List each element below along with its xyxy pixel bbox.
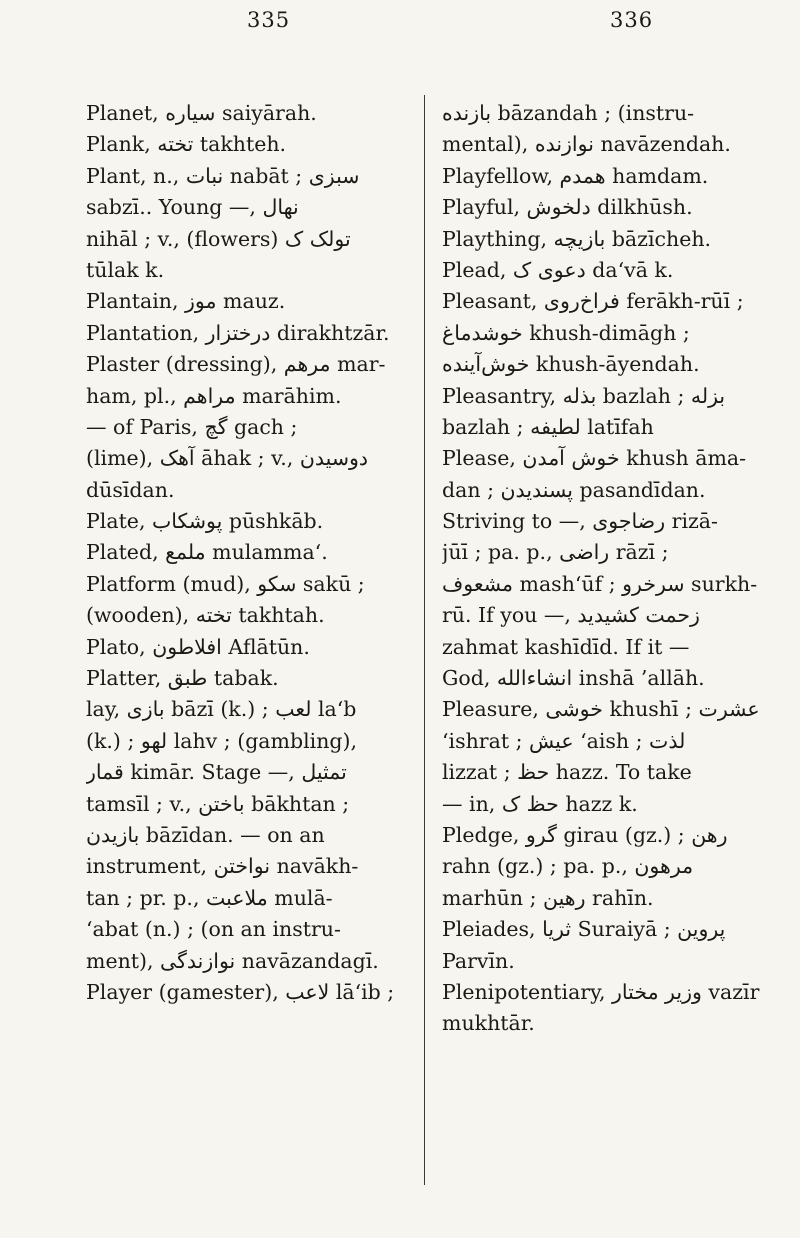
dictionary-line: sabzī.. Young —, نهال — [86, 195, 299, 220]
dictionary-line: Plantain, موز mauz. — [86, 289, 286, 314]
dictionary-line: بازیدن bāzīdan. — on an — [86, 822, 325, 847]
dictionary-line: Pledge, گرو girau (gz.) ; رهن — [442, 822, 728, 847]
dictionary-line: instrument, نواختن navākh- — [86, 854, 359, 879]
dictionary-line: Platter, طبق tabak. — [86, 666, 279, 691]
dictionary-line: (lime), آهک āhak ; v., دوسیدن — [86, 446, 369, 471]
page-number-left: 335 — [247, 8, 291, 32]
dictionary-line: Striving to —, رضاجوی rizā- — [442, 509, 718, 534]
dictionary-line: rahn (gz.) ; pa. p., مرهون — [442, 854, 694, 879]
dictionary-line: mental), نوازنده navāzendah. — [442, 132, 731, 157]
dictionary-line: ment), نوازندگی navāzandagī. — [86, 948, 379, 973]
dictionary-line: (wooden), تخته takhtah. — [86, 603, 325, 628]
dictionary-line: marhūn ; رهین rahīn. — [442, 885, 654, 910]
dictionary-line: bazlah ; لطیفه latīfah — [442, 414, 654, 439]
dictionary-line: Planet, سیاره saiyārah. — [86, 101, 317, 125]
dictionary-line: jūī ; pa. p., راضی rāzī ; — [442, 540, 669, 565]
dictionary-line: Pleiades, ثریا Suraiyā ; پروین — [442, 917, 726, 942]
dictionary-line: — of Paris, گچ gach ; — [86, 414, 298, 439]
dictionary-line: lizzat ; حظ hazz. To take — [442, 760, 692, 785]
dictionary-line: Plated, ملمع mulamma‘. — [86, 540, 328, 565]
dictionary-line: ham, pl., مراهم marāhim. — [86, 383, 342, 408]
dictionary-line: خوش‌آینده khush-āyendah. — [442, 352, 700, 377]
left-column — [86, 98, 421, 1008]
column-divider — [424, 95, 425, 1185]
dictionary-line: dūsīdan. — [86, 477, 175, 502]
dictionary-line: Pleasantry, بذله bazlah ; بزله — [442, 383, 726, 408]
dictionary-line: ‘ishrat ; عیش ‘aish ; لذت — [442, 728, 686, 753]
dictionary-line: tan ; pr. p., ملاعبت mulā- — [86, 885, 333, 910]
dictionary-line: Plate, پوشکاب pūshkāb. — [86, 509, 324, 534]
dictionary-line: mukhtār. — [442, 1011, 535, 1036]
dictionary-line: قمار kimār. Stage —, تمثیل — [86, 760, 347, 785]
dictionary-line: Plead, دعوی ک da‘vā k. — [442, 257, 674, 282]
page-number-right: 336 — [610, 8, 654, 32]
right-column — [442, 98, 777, 1040]
dictionary-line: (k.) ; لهو lahv ; (gambling), — [86, 728, 358, 753]
dictionary-line: Plant, n., نبات nabāt ; سبزی — [86, 163, 360, 188]
dictionary-line: Plaster (dressing), مرهم mar- — [86, 352, 386, 377]
dictionary-line: بازنده bāzandah ; (instru- — [442, 101, 695, 125]
dictionary-line: nihāl ; v., (flowers) تولک ک — [86, 226, 351, 251]
dictionary-line: Please, خوش آمدن khush āma- — [442, 446, 747, 471]
dictionary-line: rū. If you —, زحمت کشیدید — [442, 603, 700, 628]
dictionary-line: Parvīn. — [442, 948, 515, 973]
dictionary-line: ‘abat (n.) ; (on an instru- — [86, 917, 341, 942]
dictionary-line: Platform (mud), سکو sakū ; — [86, 571, 365, 596]
dictionary-line: dan ; پسندیدن pasandīdan. — [442, 477, 706, 502]
dictionary-line: lay, بازی bāzī (k.) ; لعب la‘b — [86, 697, 357, 722]
dictionary-line: مشعوف mash‘ūf ; سرخرو surkh- — [442, 571, 758, 596]
dictionary-line: Pleasant, فراخ‌روی ferākh-rūī ; — [442, 289, 744, 314]
dictionary-line: zahmat kashīdīd. If it — — [442, 634, 690, 659]
dictionary-line: خوشدماغ khush-dimāgh ; — [442, 320, 690, 345]
dictionary-line: Pleasure, خوشی khushī ; عشرت — [442, 697, 760, 722]
dictionary-line: — in, حظ ک hazz k. — [442, 791, 638, 816]
dictionary-line: Plenipotentiary, وزیر مختار vazīr — [442, 979, 760, 1004]
dictionary-line: tamsīl ; v., باختن bākhtan ; — [86, 791, 350, 816]
dictionary-line: Player (gamester), لاعب lā‘ib ; — [86, 979, 395, 1004]
dictionary-line: Plantation, درختزار dirakhtzār. — [86, 320, 390, 345]
dictionary-line: Playfellow, همدم hamdam. — [442, 163, 709, 188]
dictionary-line: Playful, دلخوش dilkhūsh. — [442, 195, 693, 220]
dictionary-line: tūlak k. — [86, 257, 165, 282]
dictionary-line: Plaything, بازیچه bāzīcheh. — [442, 226, 712, 251]
dictionary-line: Plank, تخته takhteh. — [86, 132, 287, 157]
dictionary-line: God, انشاءالله inshā ’allāh. — [442, 666, 705, 691]
dictionary-line: Plato, افلاطون Aflātūn. — [86, 634, 310, 659]
